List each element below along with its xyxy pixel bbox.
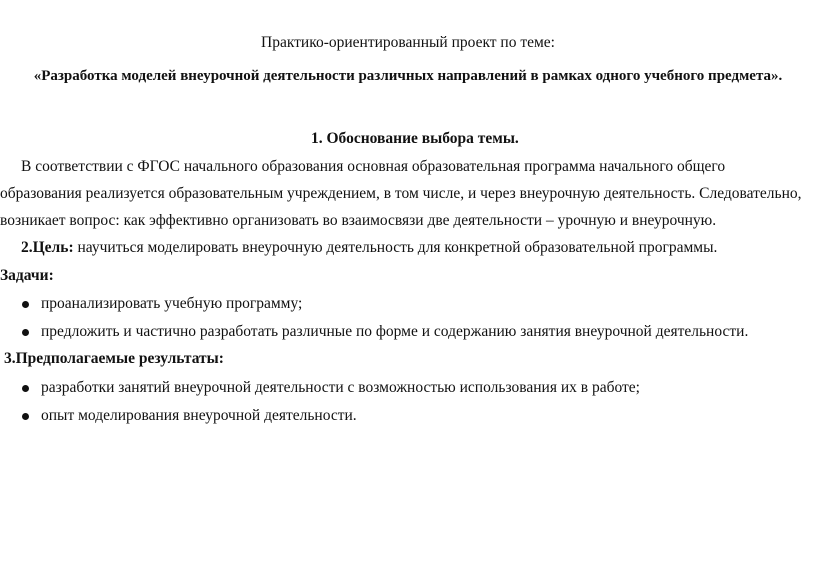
section1-paragraph-line-1: В соответствии с ФГОС начального образования основная образовательная программа начального общего <box>21 158 726 175</box>
section3-heading: 3.Предполагаемые результаты: <box>4 350 224 367</box>
list-item <box>0 294 816 314</box>
bullet-icon <box>22 329 29 336</box>
section1-heading: 1. Обоснование выбора темы. <box>311 130 519 147</box>
list-item <box>0 322 816 342</box>
document-title: «Разработка моделей внеурочной деятельности различных направлений в рамках одного учебного предмета». <box>33 68 783 84</box>
list-item <box>0 406 816 426</box>
tasks-heading: Задачи: <box>0 267 54 284</box>
list-item <box>0 378 816 398</box>
document-header: Практико-ориентированный проект по теме: <box>261 34 555 51</box>
section2-goal <box>21 238 717 258</box>
section2-goal-label: 2.Цель: <box>21 239 74 256</box>
bullet-icon <box>22 301 29 308</box>
section1-paragraph-line-3: возникает вопрос: как эффективно организовать во взаимосвязи две деятельности – урочную и внеурочную. <box>0 212 717 229</box>
result-item-2: опыт моделирования внеурочной деятельности. <box>41 407 357 424</box>
result-item-1: разработки занятий внеурочной деятельности с возможностью использования их в работе; <box>41 379 640 396</box>
bullet-icon <box>22 385 29 392</box>
bullet-icon <box>22 413 29 420</box>
task-item-2: предложить и частично разработать различные по форме и содержанию занятия внеурочной деятельности. <box>41 323 749 340</box>
section1-paragraph-line-2: образования реализуется образовательным учреждением, в том числе, и через внеурочную деятельность. Следовательно, <box>0 185 802 202</box>
task-item-1: проанализировать учебную программу; <box>41 295 303 312</box>
section2-goal-text: научиться моделировать внеурочную деятельность для конкретной образовательной программы. <box>73 239 718 256</box>
